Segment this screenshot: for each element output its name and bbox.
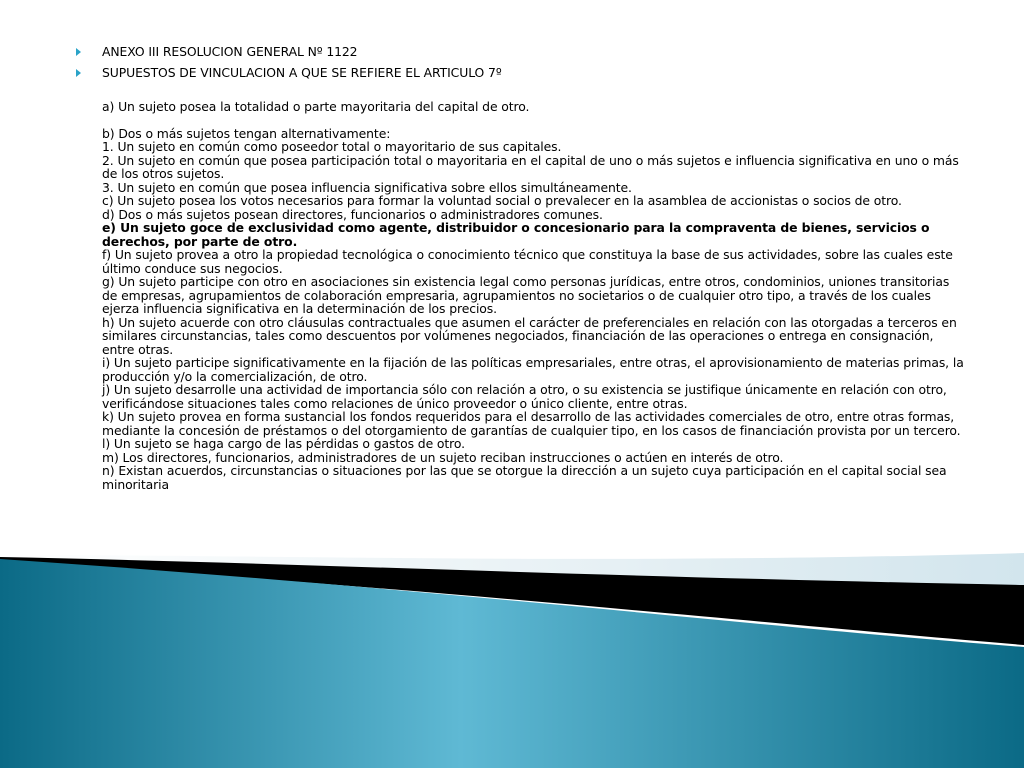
paragraph-i: i) Un sujeto participe significativamente en la fijación de las políticas empresariales, entre otras, el aprovisionamiento de materias primas, la producción y/o la comercialización, de otro. (102, 355, 964, 384)
paragraph-h: h) Un sujeto acuerde con otro cláusulas contractuales que asumen el carácter de preferenciales en relación con las otorgadas a terceros en similares circunstancias, tales como descuentos por volúmenes negociados, financiación de las operaciones o entrega en consignación, entre otras. (102, 314, 957, 357)
paragraph-b1: 1. Un sujeto en común como poseedor total o mayoritario de sus capitales. (102, 139, 562, 154)
paragraph-b3: 3. Un sujeto en común que posea influencia significativa sobre ellos simultáneamente. (102, 179, 632, 195)
paragraph-a: a) Un sujeto posea la totalidad o parte mayoritaria del capital de otro. (102, 98, 530, 114)
bullet-title-text: ANEXO III RESOLUCION GENERAL Nº 1122 (102, 44, 358, 59)
paragraph-m: m) Los directores, funcionarios, administradores de un sujeto reciban instrucciones o actúen en interés de otro. (102, 449, 784, 465)
paragraph-b: b) Dos o más sujetos tengan alternativamente: (102, 125, 391, 141)
slide-body (76, 44, 966, 491)
paragraph-f: f) Un sujeto provea a otro la propiedad tecnológica o conocimiento técnico que constituya la base de sus actividades, sobre las cuales este último conduce sus negocios. (102, 247, 953, 276)
triangle-bullet-icon (76, 48, 81, 56)
bullet-item-title (76, 44, 966, 59)
bullet-subtitle-text: SUPUESTOS DE VINCULACION A QUE SE REFIERE EL ARTICULO 7º (102, 65, 502, 80)
paragraph-n: n) Existan acuerdos, circunstancias o situaciones por las que se otorgue la dirección a un sujeto cuya participación en el capital social sea minoritaria (102, 463, 947, 492)
paragraph-j: j) Un sujeto desarrolle una actividad de importancia sólo con relación a otro, o su existencia se justifique únicamente en relación con otro, verificándose situaciones tales como relaciones de único proveedor o único cliente, entre otras. (102, 382, 947, 411)
decorative-wave-band (0, 515, 1024, 768)
paragraph-e: e) Un sujeto goce de exclusividad como agente, distribuidor o concesionario para la compraventa de bienes, servicios o derechos, por parte de otro. (102, 220, 930, 249)
paragraph-c: c) Un sujeto posea los votos necesarios para formar la voluntad social o prevalecer en la asamblea de accionistas o socios de otro. (102, 193, 902, 208)
paragraph-l: l) Un sujeto se haga cargo de las pérdidas o gastos de otro. (102, 436, 465, 451)
spacer (102, 86, 966, 100)
paragraph-k: k) Un sujeto provea en forma sustancial los fondos requeridos para el desarrollo de las actividades comerciales de otro, entre otras formas, mediante la concesión de préstamos o del otorgamiento de garantías de cualquier tipo, en los casos de financiación provista por un tercero. (102, 409, 961, 438)
paragraph-d: d) Dos o más sujetos posean directores, funcionarios o administradores comunes. (102, 206, 603, 222)
paragraph-g: g) Un sujeto participe con otro en asociaciones sin existencia legal como personas jurídicas, entre otros, condominios, uniones transitorias de empresas, agrupamientos de colaboración empresaria, agrupamientos no societarios o de cualquier otro tipo, a través de los cuales ejerza influencia significativa en la determinación de los precios. (102, 274, 950, 316)
body-text (102, 86, 966, 491)
bullet-item-subtitle (76, 65, 966, 80)
triangle-bullet-icon (76, 69, 81, 77)
spacer (102, 113, 966, 127)
paragraph-b2: 2. Un sujeto en común que posea participación total o mayoritaria en el capital de uno o más sujetos e influencia significativa en uno o más de los otros sujetos. (102, 152, 959, 181)
